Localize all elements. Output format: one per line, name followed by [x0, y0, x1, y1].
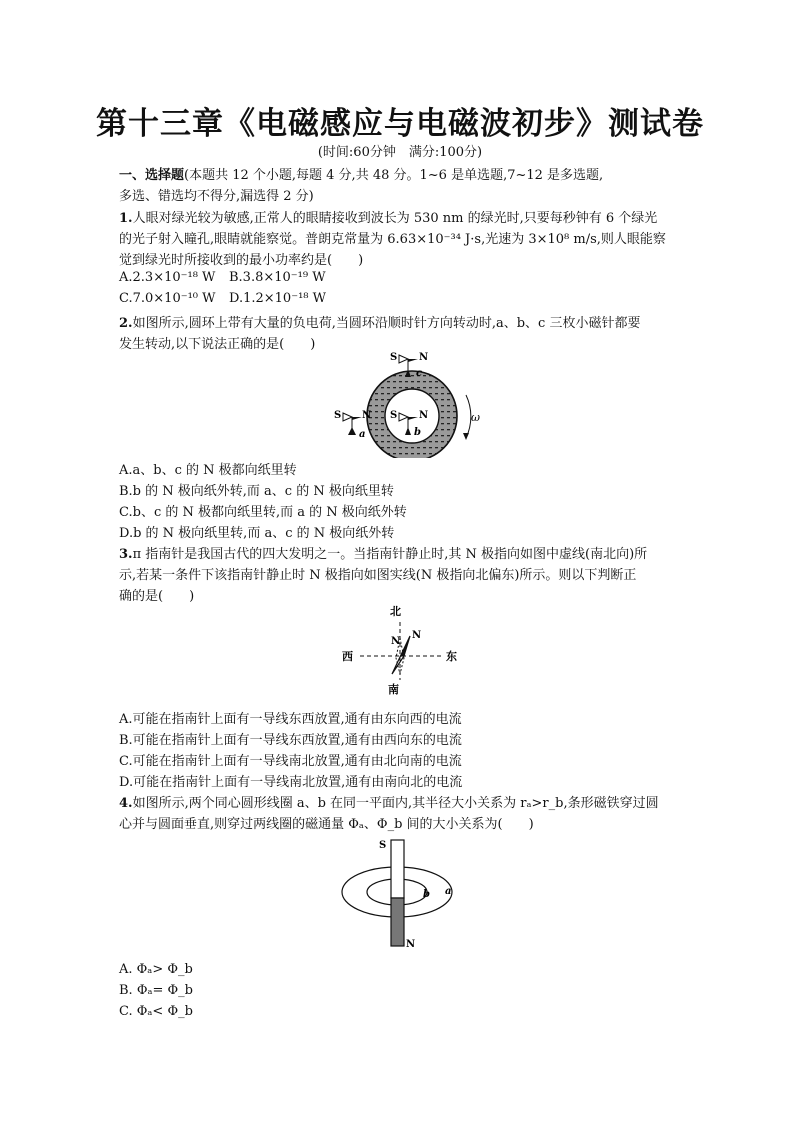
- needle-c-n-label: N: [419, 352, 429, 363]
- q4-text-1: 如图所示,两个同心圆形线圈 a、b 在同一平面内,其半径大小关系为 rₐ>r_b,条形磁铁穿过圆: [132, 796, 659, 811]
- q1-text-1: 人眼对绿光较为敏感,正常人的眼睛接收到波长为 530 nm 的绿光时,只要每秒钟有 6 个绿光: [132, 211, 658, 226]
- q3-option-a: A.可能在指南针上面有一导线东西放置,通有由东向西的电流: [119, 712, 462, 727]
- needle-b-s-label: S: [390, 410, 398, 421]
- q3-text-1: π 指南针是我国古代的四大发明之一。当指南针静止时,其 N 极指向如图中虚线(南北向)所: [132, 547, 648, 562]
- section-1-desc-2: 多选、错选均不得分,漏选得 2 分): [119, 189, 314, 204]
- section-1-desc-1: (本题共 12 个小题,每题 4 分,共 48 分。1~6 是单选题,7~12 是多选题,: [184, 168, 604, 183]
- needle-b-n-label: N: [419, 410, 429, 421]
- q2-line-1: [119, 312, 640, 331]
- q3-number: 3.: [119, 547, 133, 562]
- q4-line-1: [119, 792, 659, 811]
- west-label: 西: [342, 650, 353, 663]
- magnet-n-label: N: [406, 939, 416, 950]
- needle-a-n-label: N: [362, 410, 372, 421]
- needle-c-label: c: [416, 368, 423, 379]
- page-subtitle: (时间:60分钟 满分:100分): [317, 145, 483, 160]
- q1-line-1: [119, 207, 657, 226]
- section-1-heading: 一、选择题: [119, 168, 185, 183]
- q2-option-b: B.b 的 N 极向纸外转,而 a、c 的 N 极向纸里转: [119, 484, 394, 499]
- page-title: 第十三章《电磁感应与电磁波初步》测试卷: [96, 106, 704, 142]
- q2-text-2: 发生转动,以下说法正确的是( ): [119, 337, 316, 352]
- coil-b-label: b: [423, 889, 430, 900]
- q3-option-b: B.可能在指南针上面有一导线东西放置,通有由西向东的电流: [119, 733, 462, 748]
- q4-option-a: A. Φₐ> Φ_b: [119, 962, 193, 977]
- needle-a-s-label: S: [334, 410, 342, 421]
- q3-text-2: 示,若某一条件下该指南针静止时 N 极指向如图实线(N 极指向北偏东)所示。则以下判断正: [119, 568, 637, 583]
- section-1-line-1: [119, 164, 603, 183]
- q1-option-a: A.2.3×10⁻¹⁸ W: [119, 270, 216, 285]
- q2-text-1: 如图所示,圆环上带有大量的负电荷,当圆环沿顺时针方向转动时,a、b、c 三枚小磁针都要: [132, 316, 641, 331]
- q2-option-a: A.a、b、c 的 N 极都向纸里转: [119, 463, 297, 478]
- q1-option-d: D.1.2×10⁻¹⁸ W: [229, 291, 326, 306]
- needle-b-label: b: [414, 427, 421, 438]
- needle-a-stand: [348, 427, 356, 435]
- omega-label: ω: [471, 411, 480, 424]
- q2-option-c: C.b、c 的 N 极都向纸里转,而 a 的 N 极向纸外转: [119, 505, 407, 520]
- q2-option-d: D.b 的 N 极向纸里转,而 a、c 的 N 极向纸外转: [119, 526, 395, 541]
- needle-a-s-half: [343, 413, 352, 421]
- needle-c-s-label: S: [390, 352, 398, 363]
- needle-a-n-half: [352, 417, 362, 420]
- needle-a-label: a: [359, 429, 366, 440]
- q1-text-2: 的光子射入瞳孔,眼睛就能察觉。普朗克常量为 6.63×10⁻³⁴ J·s,光速为 3×10⁸ m/s,则人眼能察: [119, 232, 666, 247]
- north-label: 北: [390, 605, 401, 618]
- needle-n-label-solid: N: [412, 630, 422, 641]
- coil-a-label: a: [445, 886, 452, 897]
- q1-option-c: C.7.0×10⁻¹⁰ W: [119, 291, 216, 306]
- q1-option-b: B.3.8×10⁻¹⁹ W: [229, 270, 326, 285]
- east-label: 东: [446, 650, 457, 663]
- needle-c-s-half: [399, 355, 408, 363]
- magnet-n-half: [391, 898, 404, 946]
- q3-option-c: C.可能在指南针上面有一导线南北放置,通有由北向南的电流: [119, 754, 462, 769]
- q4-option-c: C. Φₐ< Φ_b: [119, 1004, 193, 1019]
- q3-option-d: D.可能在指南针上面有一导线南北放置,通有由南向北的电流: [119, 775, 463, 790]
- magnet-s-half: [391, 840, 404, 898]
- q3-text-3: 确的是( ): [119, 589, 195, 604]
- q4-number: 4.: [119, 796, 133, 811]
- south-label: 南: [388, 683, 399, 696]
- rotation-arrow-head: [463, 433, 469, 440]
- q1-number: 1.: [119, 211, 133, 226]
- q3-line-1: [119, 543, 647, 562]
- ring-magnet-figure: [320, 343, 500, 458]
- q4-option-b: B. Φₐ= Φ_b: [119, 983, 193, 998]
- coil-magnet-figure: [335, 832, 475, 952]
- magnet-s-label: S: [379, 840, 387, 851]
- needle-n-label-dashed: N: [391, 636, 401, 647]
- compass-figure: [338, 600, 468, 705]
- q1-text-3: 觉到绿光时所接收到的最小功率约是( ): [119, 253, 364, 268]
- needle-c-n-half: [408, 359, 418, 362]
- q2-number: 2.: [119, 316, 133, 331]
- q4-text-2: 心并与圆面垂直,则穿过两线圈的磁通量 Φₐ、Φ_b 间的大小关系为( ): [119, 817, 534, 832]
